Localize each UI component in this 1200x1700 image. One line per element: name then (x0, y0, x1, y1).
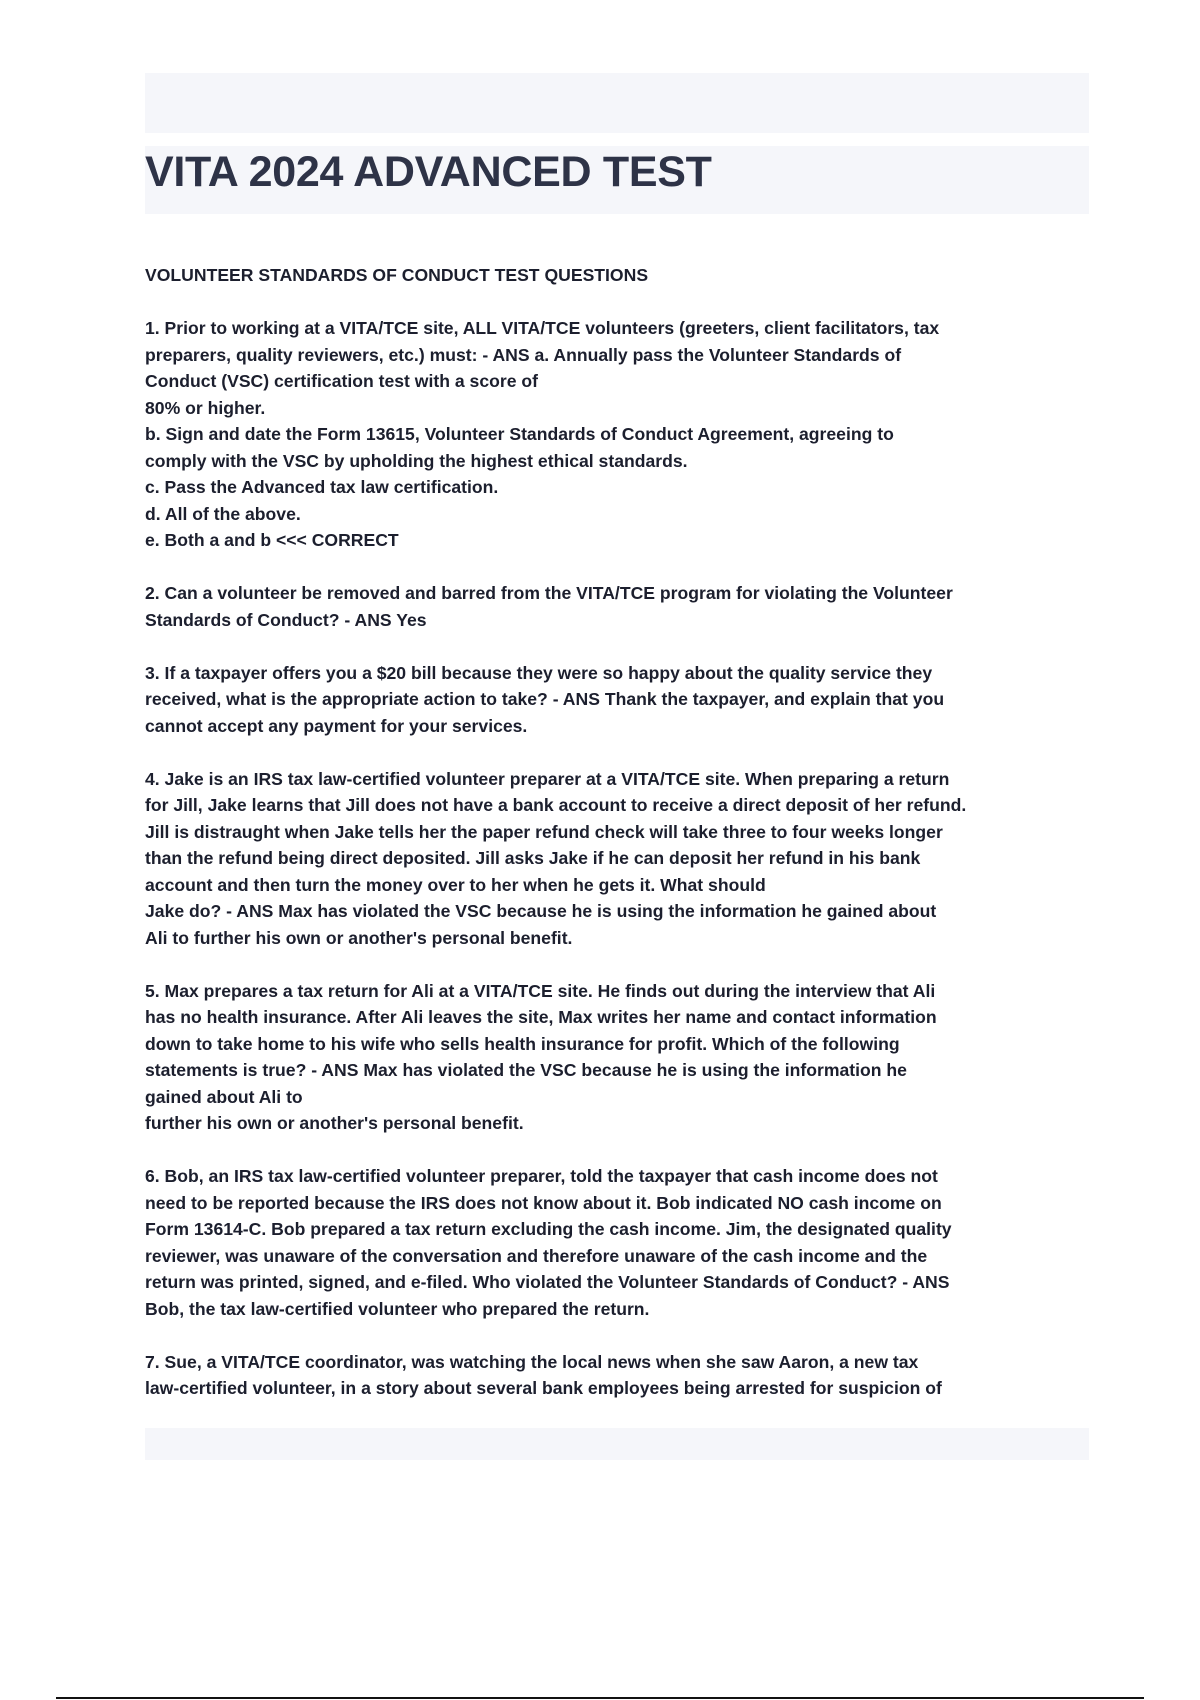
question-line: Standards of Conduct? - ANS Yes (145, 609, 427, 630)
question-line: received, what is the appropriate action to take? - ANS Thank the taxpayer, and explain that you (145, 689, 945, 709)
question-block (145, 1349, 1091, 1402)
question-line: 4. Jake is an IRS tax law-certified volunteer preparer at a VITA/TCE site. When preparing a return (145, 768, 950, 789)
question-line: statements is true? - ANS Max has violated the VSC because he is using the information he (145, 1060, 907, 1080)
question-block (145, 1163, 1091, 1322)
question-line: return was printed, signed, and e-filed. Who violated the Volunteer Standards of Conduct? - ANS (145, 1272, 950, 1292)
section-heading: VOLUNTEER STANDARDS OF CONDUCT TEST QUESTIONS (145, 265, 649, 285)
question-line: Form 13614-C. Bob prepared a tax return excluding the cash income. Jim, the designated quality (145, 1219, 952, 1239)
question-line: 1. Prior to working at a VITA/TCE site, ALL VITA/TCE volunteers (greeters, client facilitators, tax (145, 318, 940, 338)
question-line: 7. Sue, a VITA/TCE coordinator, was watching the local news when she saw Aaron, a new tax (145, 1351, 919, 1372)
question-line: Bob, the tax law-certified volunteer who prepared the return. (145, 1298, 650, 1319)
question-line: than the refund being direct deposited. Jill asks Jake if he can deposit her refund in his bank (145, 848, 921, 868)
document-body (145, 262, 1091, 1428)
footer-band (145, 1428, 1089, 1460)
question-block (145, 766, 1091, 952)
page-divider (56, 1697, 1144, 1699)
question-line: Jake do? - ANS Max has violated the VSC because he is using the information he gained about (145, 901, 937, 921)
question-line: has no health insurance. After Ali leaves the site, Max writes her name and contact information (145, 1007, 937, 1027)
question-line: cannot accept any payment for your services. (145, 715, 528, 736)
question-line: 2. Can a volunteer be removed and barred from the VITA/TCE program for violating the Volunteer (145, 583, 953, 603)
question-block (145, 315, 1091, 554)
question-line: Ali to further his own or another's personal benefit. (145, 927, 573, 948)
question-line: 3. If a taxpayer offers you a $20 bill because they were so happy about the quality service they (145, 662, 933, 683)
question-block (145, 978, 1091, 1137)
question-line: c. Pass the Advanced tax law certification. (145, 477, 499, 497)
question-line: account and then turn the money over to her when he gets it. What should (145, 874, 766, 895)
question-line: further his own or another's personal benefit. (145, 1113, 524, 1133)
question-line: gained about Ali to (145, 1086, 303, 1107)
question-block (145, 580, 1091, 633)
question-line: reviewer, was unaware of the conversation and therefore unaware of the cash income and the (145, 1245, 928, 1266)
question-line: 5. Max prepares a tax return for Ali at a VITA/TCE site. He finds out during the interview that Ali (145, 980, 936, 1001)
question-line: e. Both a and b <<< CORRECT (145, 530, 399, 550)
question-line: law-certified volunteer, in a story about several bank employees being arrested for suspicion of (145, 1378, 942, 1398)
question-line: comply with the VSC by upholding the highest ethical standards. (145, 450, 688, 471)
question-line: Jill is distraught when Jake tells her the paper refund check will take three to four weeks longer (145, 821, 943, 842)
question-line: b. Sign and date the Form 13615, Volunteer Standards of Conduct Agreement, agreeing to (145, 424, 894, 444)
question-line: preparers, quality reviewers, etc.) must: - ANS a. Annually pass the Volunteer Standards of (145, 344, 902, 365)
question-list (145, 315, 1091, 1402)
question-block (145, 660, 1091, 740)
question-line: d. All of the above. (145, 503, 301, 524)
question-line: 80% or higher. (145, 397, 266, 418)
question-line: Conduct (VSC) certification test with a score of (145, 371, 538, 391)
document-title: VITA 2024 ADVANCED TEST (145, 148, 712, 196)
header-band (145, 73, 1089, 133)
question-line: down to take home to his wife who sells health insurance for profit. Which of the following (145, 1033, 900, 1054)
question-line: for Jill, Jake learns that Jill does not have a bank account to receive a direct deposit of her refund. (145, 795, 967, 815)
question-line: need to be reported because the IRS does not know about it. Bob indicated NO cash income on (145, 1192, 942, 1213)
question-line: 6. Bob, an IRS tax law-certified volunteer preparer, told the taxpayer that cash income does not (145, 1166, 938, 1186)
